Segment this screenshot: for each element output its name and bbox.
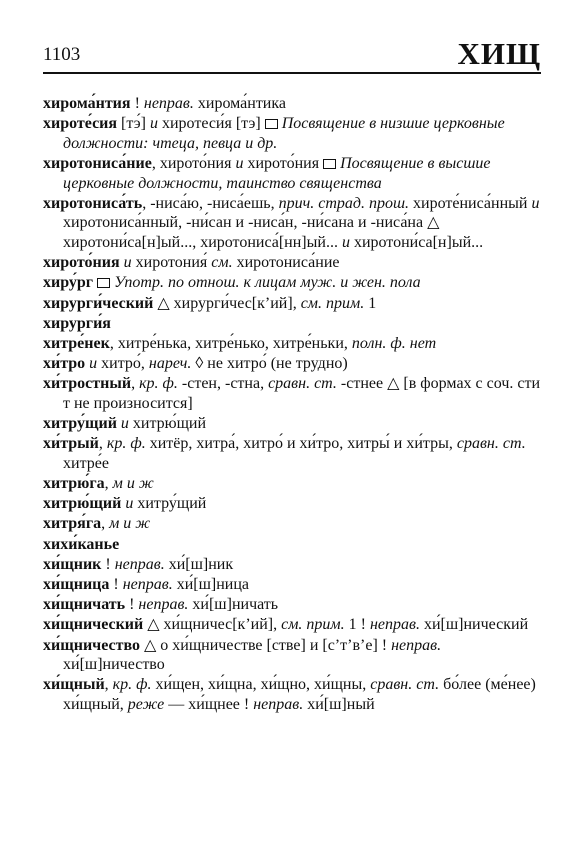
page-header [43, 38, 541, 74]
headword: хирото́ния [43, 254, 120, 272]
headword: хироте́сия [43, 115, 118, 133]
dictionary-entry: хирурги́ческий △ хирурги́чес[кʼий], см. прим. 1 [43, 294, 377, 312]
headword: хи́щнический [43, 616, 144, 634]
dictionary-entry: хитрю́га, м и ж [43, 475, 154, 492]
dictionary-entry [43, 314, 541, 334]
headword: хирурги́я [43, 314, 111, 332]
dictionary-entry: хирото́ния и хиротония́ см. хиротониса́ние [43, 254, 340, 272]
dictionary-entry: хи́тро и хитро́, нареч. ◊ не хитро́ (не трудно) [43, 355, 348, 373]
headword: хитрю́га [43, 475, 105, 492]
dictionary-entry [43, 535, 541, 555]
running-head: ХИЩ [457, 36, 541, 71]
dictionary-entry: хитру́щий и хитрю́щий [43, 415, 207, 433]
dictionary-entry: хитря́га, м и ж [43, 515, 151, 533]
box-symbol [323, 159, 336, 169]
box-symbol [265, 119, 278, 129]
dictionary-entry: хи́щнический △ хи́щничес[кʼий], см. прим. 1 ! неправ. хи́[ш]нический [43, 616, 529, 634]
dictionary-entry: хиру́рг Употр. по отнош. к лицам муж. и жен. пола [43, 274, 421, 292]
dictionary-entry: хи́щничество △ о хи́щничестве [стве] и [сʼтʼвʼе] ! неправ. хи́[ш]ничество [43, 636, 442, 674]
headword: хи́щник [43, 555, 102, 573]
headword: хиротониса́ние [43, 154, 152, 172]
dictionary-entry: хи́щный, кр. ф. хи́щен, хи́щна, хи́щно, хи́щны, сравн. ст. бо́лее (ме́нее) хи́щный, реже — хи́щнее ! неправ. хи́[ш]ный [43, 676, 536, 713]
headword: хиру́рг [43, 274, 94, 292]
headword: хитру́щий [43, 415, 117, 433]
dictionary-entry: хиротониса́ние, хирото́ния и хирото́ния Посвящение в высшие церковные должности, таинство священства [43, 154, 491, 192]
headword: хитре́нек [43, 334, 110, 352]
headword: хитрю́щий [43, 495, 122, 513]
dictionary-entry: хи́щница ! неправ. хи́[ш]ница [43, 575, 250, 593]
dictionary-entry: хитрю́щий и хитру́щий [43, 495, 207, 513]
dictionary-entry: хиротониса́ть, -ниса́ю, -ниса́ешь, прич. страд. прош. хироте́ниса́нный и хиротониса́нный, -ни́сан и -ниса́н, -ни́сана и -ниса́на △ хиротони́са[н]ый..., хиротониса́[нн]ый... и хиротони́са[н]ый... [43, 194, 540, 251]
dictionary-entry: хи́трый, кр. ф. хитёр, хитра́, хитро́ и хи́тро, хитры́ и хи́тры, сравн. ст. хитре́е [43, 435, 526, 472]
headword: хи́тростный [43, 375, 132, 393]
headword: хи́тро [43, 355, 86, 373]
headword: хи́щничество [43, 636, 140, 654]
box-symbol [97, 278, 110, 288]
headword: хирома́нтия [43, 95, 131, 112]
dictionary-entries [43, 94, 541, 715]
headword: хи́трый [43, 435, 99, 453]
headword: хихи́канье [43, 535, 120, 553]
headword: хи́щный [43, 676, 105, 694]
dictionary-entry: хитре́нек, хитре́нька, хитре́нько, хитре́ньки, полн. ф. нет [43, 334, 437, 352]
dictionary-entry: хи́тростный, кр. ф. -стен, -стна, сравн. ст. -стнее △ [в формах с соч. сти т не произносится] [43, 375, 541, 412]
headword: хиротониса́ть [43, 194, 143, 212]
dictionary-entry: хи́щник ! неправ. хи́[ш]ник [43, 555, 234, 573]
page-number: 1103 [43, 44, 81, 65]
headword: хитря́га [43, 515, 102, 533]
dictionary-entry: хироте́сия [тэ́] и хиротеси́я [тэ] Посвящение в низшие церковные должности: чтеца, певца и др. [43, 115, 505, 152]
dictionary-entry: хи́щничать ! неправ. хи́[ш]ничать [43, 596, 279, 614]
headword: хи́щничать [43, 596, 126, 614]
headword: хирурги́ческий [43, 294, 154, 312]
headword: хи́щница [43, 575, 110, 593]
dictionary-entry: хирома́нтия ! неправ. хирома́нтика [43, 95, 286, 112]
header-rule [43, 72, 541, 74]
